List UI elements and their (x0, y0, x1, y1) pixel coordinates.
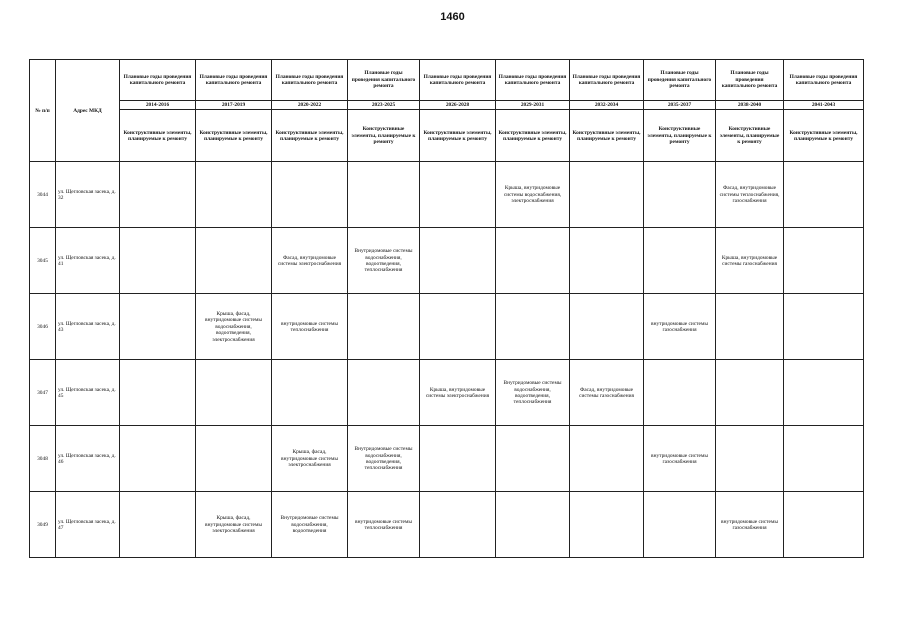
table-cell (420, 426, 496, 492)
elements-header: Конструктивные элементы, планируемые к ремонту (570, 110, 644, 162)
row-number: 3044 (30, 162, 56, 228)
table-cell (644, 162, 716, 228)
table-cell (784, 294, 864, 360)
table-cell (420, 294, 496, 360)
elements-header: Конструктивные элементы, планируемые к ремонту (120, 110, 196, 162)
table-cell: внутридомовые системы газоснабжения (716, 492, 784, 558)
row-address: ул. Щегловская засека, д. 45 (56, 360, 120, 426)
row-number: 3045 (30, 228, 56, 294)
table-cell (784, 162, 864, 228)
planned-years-header: Плановые годы проведения капитального ремонта (420, 60, 496, 101)
table-cell (272, 162, 348, 228)
table-cell (716, 294, 784, 360)
planned-years-header: Плановые годы проведения капитального ремонта (196, 60, 272, 101)
planned-years-header: Плановые годы проведения капитального ремонта (348, 60, 420, 101)
planned-years-header: Плановые годы проведения капитального ремонта (120, 60, 196, 101)
table-cell (120, 294, 196, 360)
row-address: ул. Щегловская засека, д. 46 (56, 426, 120, 492)
table-cell (196, 228, 272, 294)
table-cell (348, 162, 420, 228)
num-column-header: № п/п (30, 60, 56, 162)
table-cell (496, 492, 570, 558)
row-address: ул. Щегловская засека, д. 47 (56, 492, 120, 558)
table-cell (716, 360, 784, 426)
elements-header: Конструктивные элементы, планируемые к ремонту (272, 110, 348, 162)
row-number: 3046 (30, 294, 56, 360)
address-column-header: Адрес МКД (56, 60, 120, 162)
table-row (30, 228, 864, 294)
header-row-planned (30, 60, 864, 101)
table-cell (716, 426, 784, 492)
period-header: 2038-2040 (716, 101, 784, 110)
period-header: 2032-2034 (570, 101, 644, 110)
planned-years-header: Плановые годы проведения капитального ремонта (784, 60, 864, 101)
period-header: 2014-2016 (120, 101, 196, 110)
table-cell (420, 228, 496, 294)
period-header: 2041-2043 (784, 101, 864, 110)
table-cell (196, 162, 272, 228)
table-cell: Крыша, фасад, внутридомовые системы электроснабжения (272, 426, 348, 492)
table-cell (348, 294, 420, 360)
row-address: ул. Щегловская засека, д. 41 (56, 228, 120, 294)
header-row-elements (30, 110, 864, 162)
table-cell (120, 426, 196, 492)
table-cell (420, 492, 496, 558)
period-header: 2026-2028 (420, 101, 496, 110)
elements-header: Конструктивные элементы, планируемые к ремонту (420, 110, 496, 162)
table-cell (570, 228, 644, 294)
table-cell (570, 426, 644, 492)
table-cell (644, 492, 716, 558)
table-cell (784, 228, 864, 294)
period-header: 2020-2022 (272, 101, 348, 110)
period-header: 2029-2031 (496, 101, 570, 110)
table-cell: Крыша, фасад, внутридомовые системы электроснабжения (196, 492, 272, 558)
table-cell: Крыша, внутридомовые системы газоснабжения (716, 228, 784, 294)
table-cell (570, 162, 644, 228)
table-cell: Внутридомовые системы водоснабжения, водоотведения (272, 492, 348, 558)
row-number: 3049 (30, 492, 56, 558)
elements-header: Конструктивные элементы, планируемые к ремонту (716, 110, 784, 162)
table-cell (120, 162, 196, 228)
period-header: 2017-2019 (196, 101, 272, 110)
planned-years-header: Плановые годы проведения капитального ремонта (570, 60, 644, 101)
table-cell (420, 162, 496, 228)
table-row (30, 492, 864, 558)
period-header: 2023-2025 (348, 101, 420, 110)
planned-years-header: Плановые годы проведения капитального ремонта (716, 60, 784, 101)
table-cell (570, 492, 644, 558)
table-cell: Фасад, внутридомовые системы газоснабжения (570, 360, 644, 426)
planned-years-header: Плановые годы проведения капитального ремонта (272, 60, 348, 101)
table-cell (196, 426, 272, 492)
table-cell: внутридомовые системы теплоснабжения (348, 492, 420, 558)
header-row-periods (30, 101, 864, 110)
elements-header: Конструктивные элементы, планируемые к ремонту (196, 110, 272, 162)
page-number: 1460 (440, 11, 465, 23)
table-cell (348, 360, 420, 426)
table-cell: Крыша, внутридомовые системы электроснабжения (420, 360, 496, 426)
table-row (30, 162, 864, 228)
period-header: 2035-2037 (644, 101, 716, 110)
table-cell (120, 228, 196, 294)
table-cell: Внутридомовые системы водоснабжения, водоотведения, теплоснабжения (348, 228, 420, 294)
table-cell: Внутридомовые системы водоснабжения, водоотведения, теплоснабжения (348, 426, 420, 492)
elements-header: Конструктивные элементы, планируемые к ремонту (644, 110, 716, 162)
table-cell (644, 228, 716, 294)
table-cell: Крыша, внутридомовые системы водоснабжения, электроснабжения (496, 162, 570, 228)
table-cell (120, 492, 196, 558)
table-cell (120, 360, 196, 426)
table-cell (784, 492, 864, 558)
table-cell (496, 294, 570, 360)
table-cell (496, 228, 570, 294)
table-row (30, 360, 864, 426)
table-cell: Фасад, внутридомовые системы электроснабжения (272, 228, 348, 294)
table-cell (784, 360, 864, 426)
row-address: ул. Щегловская засека, д. 43 (56, 294, 120, 360)
table-cell: Крыша, фасад, внутридомовые системы водоснабжения, водоотведения, электроснабжения (196, 294, 272, 360)
table-cell: внутридомовые системы теплоснабжения (272, 294, 348, 360)
table-cell: внутридомовые системы газоснабжения (644, 426, 716, 492)
elements-header: Конструктивные элементы, планируемые к ремонту (496, 110, 570, 162)
table-cell (784, 426, 864, 492)
capital-repair-plan-table (29, 59, 864, 558)
table-cell (496, 426, 570, 492)
table-row (30, 426, 864, 492)
table-cell (272, 360, 348, 426)
table-cell: Внутридомовые системы водоснабжения, водоотведения, теплоснабжения (496, 360, 570, 426)
row-number: 3048 (30, 426, 56, 492)
table-cell: Фасад, внутридомовые системы теплоснабжения, газоснабжения (716, 162, 784, 228)
planned-years-header: Плановые годы проведения капитального ремонта (644, 60, 716, 101)
elements-header: Конструктивные элементы, планируемые к ремонту (348, 110, 420, 162)
row-address: ул. Щегловская засека, д. 32 (56, 162, 120, 228)
table-cell (196, 360, 272, 426)
table-cell (570, 294, 644, 360)
table-row (30, 294, 864, 360)
elements-header: Конструктивные элементы, планируемые к ремонту (784, 110, 864, 162)
table-cell (644, 360, 716, 426)
table-cell: внутридомовые системы газоснабжения (644, 294, 716, 360)
row-number: 3047 (30, 360, 56, 426)
planned-years-header: Плановые годы проведения капитального ремонта (496, 60, 570, 101)
